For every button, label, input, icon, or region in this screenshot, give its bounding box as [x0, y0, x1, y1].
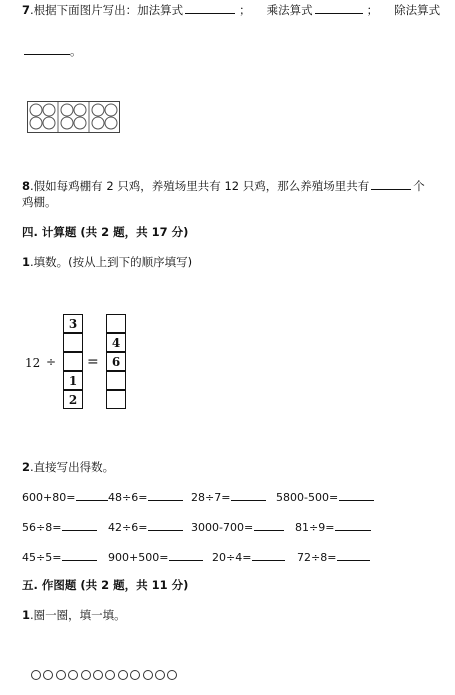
question-text: .填数。(按从上到下的顺序填写)	[30, 255, 193, 269]
section-title: 四. 计算题 (共 2 题，共 17 分)	[22, 225, 189, 239]
answer-blank-sheds[interactable]	[371, 178, 411, 190]
right-cell[interactable]	[106, 371, 126, 390]
calc-expression: 5800-500=	[276, 491, 339, 504]
answer-blank-addition[interactable]	[185, 2, 235, 14]
circle-row	[31, 670, 180, 681]
circle-icon[interactable]	[130, 670, 140, 680]
calc-expression: 900+500=	[108, 551, 169, 564]
question-7-line2	[24, 43, 82, 59]
circle-icon[interactable]	[118, 670, 128, 680]
question-4-1	[22, 254, 192, 270]
question-8	[22, 178, 425, 194]
calc-item	[22, 489, 110, 504]
calc-answer-blank[interactable]	[148, 489, 183, 501]
calc-item	[191, 519, 286, 534]
answer-blank-division[interactable]	[24, 43, 70, 55]
calc-expression: 600+80=	[22, 491, 76, 504]
calc-expression: 28÷7=	[191, 491, 231, 504]
calc-item	[22, 519, 99, 534]
circle-icon[interactable]	[31, 670, 41, 680]
divide-sign: ÷	[46, 355, 57, 369]
calc-expression: 20÷4=	[212, 551, 252, 564]
question-text: .根据下面图片写出：加法算式	[30, 3, 184, 17]
answer-blank-multiplication[interactable]	[315, 2, 363, 14]
calc-expression: 42÷6=	[108, 521, 148, 534]
calc-answer-blank[interactable]	[62, 519, 97, 531]
calc-item	[295, 519, 373, 534]
calc-expression: 3000-700=	[191, 521, 254, 534]
calc-item	[276, 489, 376, 504]
question-text: .圈一圈，填一填。	[30, 608, 126, 622]
question-text: 只鸡，那么养殖场里共有	[242, 179, 370, 193]
calc-answer-blank[interactable]	[231, 489, 266, 501]
calc-answer-blank[interactable]	[62, 549, 97, 561]
question-7	[22, 2, 440, 18]
calc-answer-blank[interactable]	[252, 549, 285, 561]
left-cell[interactable]: 3	[63, 314, 83, 333]
circle-icon[interactable]	[93, 670, 103, 680]
question-4-2	[22, 459, 114, 475]
right-cell[interactable]	[106, 390, 126, 409]
calc-expression: 81÷9=	[295, 521, 335, 534]
calc-answer-blank[interactable]	[148, 519, 183, 531]
circle-icon[interactable]	[81, 670, 91, 680]
calc-answer-blank[interactable]	[254, 519, 284, 531]
right-cell[interactable]: 4	[106, 333, 126, 352]
calc-item	[191, 489, 268, 504]
question-number: 2	[22, 460, 31, 474]
circle-group-picture	[27, 101, 120, 133]
calc-item	[108, 519, 185, 534]
left-cell[interactable]	[63, 352, 83, 371]
question-text: 乘法算式	[266, 3, 313, 17]
calc-item	[108, 489, 185, 504]
circle-icon[interactable]	[56, 670, 66, 680]
calc-answer-blank[interactable]	[339, 489, 374, 501]
question-5-1	[22, 607, 126, 623]
calc-expression: 72÷8=	[297, 551, 337, 564]
section-title: 五. 作图题 (共 2 题，共 11 分)	[22, 578, 189, 592]
circles-illustration	[28, 102, 119, 132]
circle-icon[interactable]	[68, 670, 78, 680]
question-number: 7	[22, 3, 31, 17]
calc-expression: 56÷8=	[22, 521, 62, 534]
question-8-line2: 鸡棚。	[22, 195, 57, 209]
calc-answer-blank[interactable]	[335, 519, 371, 531]
circle-icon[interactable]	[43, 670, 53, 680]
question-text: 除法算式	[394, 3, 441, 17]
circle-icon[interactable]	[143, 670, 153, 680]
left-cell[interactable]	[63, 333, 83, 352]
calc-item	[108, 549, 205, 564]
calc-expression: 45÷5=	[22, 551, 62, 564]
unit: 个	[413, 179, 425, 193]
calc-item	[212, 549, 287, 564]
question-text: .假如每鸡棚有	[30, 179, 103, 193]
left-cell[interactable]: 1	[63, 371, 83, 390]
calc-expression: 48÷6=	[108, 491, 148, 504]
period: 。	[70, 44, 82, 58]
separator: ；	[239, 3, 251, 17]
question-text: .直接写出得数。	[30, 460, 115, 474]
calc-answer-blank[interactable]	[337, 549, 370, 561]
calc-item	[22, 549, 99, 564]
number-value: 2	[106, 179, 114, 193]
calc-item	[297, 549, 372, 564]
left-cell[interactable]: 2	[63, 390, 83, 409]
calc-answer-blank[interactable]	[169, 549, 203, 561]
calc-answer-blank[interactable]	[76, 489, 108, 501]
number-value: 12	[224, 179, 240, 193]
circle-icon[interactable]	[167, 670, 177, 680]
question-number: 8	[22, 179, 31, 193]
circle-icon[interactable]	[105, 670, 115, 680]
right-cell[interactable]: 6	[106, 352, 126, 371]
question-number: 1	[22, 255, 31, 269]
question-number: 1	[22, 608, 31, 622]
equals-sign: =	[87, 354, 99, 370]
circle-icon[interactable]	[155, 670, 165, 680]
right-cell[interactable]	[106, 314, 126, 333]
dividend: 12	[25, 356, 41, 370]
separator: ；	[366, 3, 379, 17]
question-text: 只鸡，养殖场里共有	[117, 179, 221, 193]
